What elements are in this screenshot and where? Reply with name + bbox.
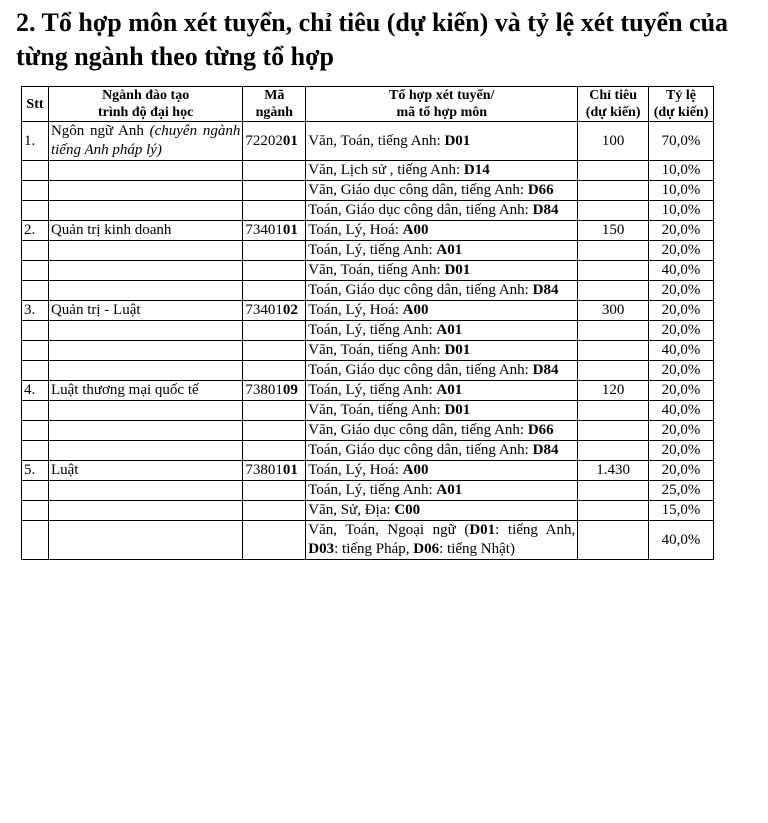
stt-cell bbox=[22, 481, 49, 501]
major-name-cell bbox=[48, 261, 242, 281]
rate-cell: 10,0% bbox=[649, 201, 714, 221]
quota-cell bbox=[578, 281, 649, 301]
rate-cell: 20,0% bbox=[649, 441, 714, 461]
quota-cell bbox=[578, 441, 649, 461]
header-combo-line2: mã tổ hợp môn bbox=[396, 105, 488, 120]
major-code-cell bbox=[243, 181, 306, 201]
table-row bbox=[22, 361, 714, 381]
combo-subjects: Văn, Giáo dục công dân, tiếng Anh: bbox=[308, 422, 528, 438]
table-row bbox=[22, 281, 714, 301]
combo-code: A00 bbox=[402, 462, 429, 478]
major-name-cell bbox=[48, 481, 242, 501]
major-code-cell bbox=[243, 481, 306, 501]
table-row bbox=[22, 481, 714, 501]
stt-cell: 1. bbox=[22, 122, 49, 161]
rate-cell: 20,0% bbox=[649, 321, 714, 341]
major-code-suffix: 01 bbox=[282, 462, 298, 478]
combo-subjects: Toán, Lý, Hoá: bbox=[308, 462, 403, 478]
major-code-cell bbox=[243, 281, 306, 301]
combo-subjects: Văn, Giáo dục công dân, tiếng Anh: bbox=[308, 182, 528, 198]
table-row bbox=[22, 501, 714, 521]
combo-subjects: Toán, Giáo dục công dân, tiếng Anh: bbox=[308, 362, 533, 378]
combo-code: D84 bbox=[532, 362, 559, 378]
combo-subjects: Văn, Toán, tiếng Anh: bbox=[308, 132, 445, 149]
combo-code: D01 bbox=[444, 342, 471, 358]
header-quota bbox=[578, 87, 649, 122]
combo-cell bbox=[306, 521, 578, 560]
major-name-cell bbox=[48, 301, 242, 321]
major-name-cell bbox=[48, 161, 242, 181]
table-row bbox=[22, 201, 714, 221]
major-name-cell bbox=[48, 361, 242, 381]
combo-subjects: Toán, Giáo dục công dân, tiếng Anh: bbox=[308, 442, 533, 458]
combo-cell bbox=[306, 401, 578, 421]
rate-cell: 70,0% bbox=[649, 122, 714, 161]
rate-cell: 20,0% bbox=[649, 381, 714, 401]
combo-code: D01 bbox=[444, 132, 471, 149]
major-name-cell bbox=[48, 181, 242, 201]
major-code-cell bbox=[243, 241, 306, 261]
combo-subjects: Toán, Lý, tiếng Anh: bbox=[308, 242, 437, 258]
table-header bbox=[22, 87, 714, 122]
header-combo-line1: Tổ hợp xét tuyển/ bbox=[389, 88, 495, 103]
quota-cell: 100 bbox=[578, 122, 649, 161]
major-code-cell bbox=[243, 122, 306, 161]
header-code-line1: Mã bbox=[264, 88, 285, 103]
quota-cell bbox=[578, 501, 649, 521]
rate-cell: 10,0% bbox=[649, 161, 714, 181]
major-code-prefix: 73801 bbox=[245, 382, 283, 398]
combo-code: D66 bbox=[527, 422, 554, 438]
combo-subjects: Văn, Toán, Ngoại ngữ ( bbox=[308, 522, 470, 538]
quota-cell bbox=[578, 521, 649, 560]
rate-cell: 20,0% bbox=[649, 461, 714, 481]
combo-subjects: Văn, Toán, tiếng Anh: bbox=[308, 402, 445, 418]
stt-cell: 3. bbox=[22, 301, 49, 321]
combo-code: D84 bbox=[532, 202, 559, 218]
combo-cell bbox=[306, 361, 578, 381]
major-code-cell bbox=[243, 221, 306, 241]
stt-cell bbox=[22, 341, 49, 361]
rate-cell: 40,0% bbox=[649, 261, 714, 281]
stt-cell bbox=[22, 241, 49, 261]
major-name-cell bbox=[48, 421, 242, 441]
combo-code: D14 bbox=[463, 162, 490, 178]
rate-cell: 15,0% bbox=[649, 501, 714, 521]
quota-cell bbox=[578, 321, 649, 341]
table-row bbox=[22, 401, 714, 421]
combo-subjects: : tiếng Pháp, bbox=[334, 541, 414, 557]
rate-cell: 25,0% bbox=[649, 481, 714, 501]
table-row bbox=[22, 421, 714, 441]
major-code-cell bbox=[243, 441, 306, 461]
table-row bbox=[22, 441, 714, 461]
rate-cell: 40,0% bbox=[649, 521, 714, 560]
quota-cell bbox=[578, 481, 649, 501]
combo-code: A01 bbox=[436, 382, 463, 398]
major-code-suffix: 02 bbox=[282, 302, 298, 318]
combo-cell bbox=[306, 441, 578, 461]
major-name-cell bbox=[48, 401, 242, 421]
table-row bbox=[22, 181, 714, 201]
major-name: Ngôn ngữ Anh bbox=[50, 123, 144, 139]
combo-cell bbox=[306, 381, 578, 401]
combo-subjects: Văn, Sử, Địa: bbox=[308, 502, 395, 518]
header-combo bbox=[306, 87, 578, 122]
major-code-prefix: 73401 bbox=[245, 222, 283, 238]
rate-cell: 10,0% bbox=[649, 181, 714, 201]
quota-cell: 1.430 bbox=[578, 461, 649, 481]
table-row bbox=[22, 241, 714, 261]
stt-cell bbox=[22, 441, 49, 461]
stt-cell: 5. bbox=[22, 461, 49, 481]
major-code-suffix: 01 bbox=[282, 222, 298, 238]
stt-cell bbox=[22, 521, 49, 560]
header-major bbox=[48, 87, 242, 122]
section-heading: 2. Tổ hợp môn xét tuyển, chỉ tiêu (dự kiến) và tỷ lệ xét tuyển của từng ngành theo từng tổ hợp bbox=[16, 8, 729, 71]
header-rate bbox=[649, 87, 714, 122]
major-name: Quản trị kinh doanh bbox=[50, 222, 172, 238]
combo-cell bbox=[306, 341, 578, 361]
stt-cell bbox=[22, 201, 49, 221]
stt-cell bbox=[22, 261, 49, 281]
major-code-prefix: 72202 bbox=[245, 132, 283, 149]
major-code-cell bbox=[243, 421, 306, 441]
combo-subjects: Văn, Lịch sử , tiếng Anh: bbox=[308, 162, 464, 178]
rate-cell: 20,0% bbox=[649, 241, 714, 261]
quota-cell: 120 bbox=[578, 381, 649, 401]
table-body bbox=[22, 122, 714, 560]
combo-code: A01 bbox=[436, 482, 463, 498]
major-code-cell bbox=[243, 361, 306, 381]
combo-cell bbox=[306, 241, 578, 261]
major-code-prefix: 73801 bbox=[245, 462, 283, 478]
combo-code: D84 bbox=[532, 442, 559, 458]
major-name-note: (chuyên ngành tiếng Anh pháp lý) bbox=[50, 123, 241, 158]
combo-code: D01 bbox=[469, 522, 496, 538]
major-name-cell bbox=[48, 381, 242, 401]
quota-cell bbox=[578, 421, 649, 441]
quota-cell bbox=[578, 181, 649, 201]
header-rate-line2: (dự kiến) bbox=[653, 105, 709, 120]
major-name: Quản trị - Luật bbox=[50, 302, 141, 318]
major-name-cell bbox=[48, 281, 242, 301]
stt-cell bbox=[22, 501, 49, 521]
quota-cell bbox=[578, 341, 649, 361]
rate-cell: 20,0% bbox=[649, 301, 714, 321]
stt-cell bbox=[22, 281, 49, 301]
quota-cell: 150 bbox=[578, 221, 649, 241]
combo-subjects: Toán, Lý, Hoá: bbox=[308, 302, 403, 318]
table-row bbox=[22, 301, 714, 321]
header-stt: Stt bbox=[22, 87, 49, 122]
major-name: Luật bbox=[50, 462, 79, 478]
rate-cell: 40,0% bbox=[649, 341, 714, 361]
combo-cell bbox=[306, 221, 578, 241]
table-row bbox=[22, 341, 714, 361]
header-code bbox=[243, 87, 306, 122]
major-name-cell bbox=[48, 201, 242, 221]
combo-cell bbox=[306, 481, 578, 501]
major-code-cell bbox=[243, 201, 306, 221]
header-rate-line1: Tỷ lệ bbox=[666, 88, 696, 103]
header-row bbox=[22, 87, 714, 122]
combo-code: A01 bbox=[436, 242, 463, 258]
combo-subjects: Toán, Lý, tiếng Anh: bbox=[308, 322, 437, 338]
combo-cell bbox=[306, 461, 578, 481]
major-name-cell bbox=[48, 321, 242, 341]
header-major-line2: trình độ đại học bbox=[97, 105, 194, 120]
major-code-cell bbox=[243, 521, 306, 560]
combo-code: A00 bbox=[402, 302, 429, 318]
major-name-cell bbox=[48, 501, 242, 521]
major-code-suffix: 01 bbox=[282, 132, 298, 149]
major-code-cell bbox=[243, 301, 306, 321]
combo-cell bbox=[306, 421, 578, 441]
combo-code: D66 bbox=[527, 182, 554, 198]
combo-subjects: Toán, Giáo dục công dân, tiếng Anh: bbox=[308, 282, 533, 298]
combo-subjects: Văn, Toán, tiếng Anh: bbox=[308, 262, 445, 278]
major-code-cell bbox=[243, 381, 306, 401]
major-name: Luật thương mại quốc tế bbox=[50, 382, 199, 398]
header-major-line1: Ngành đào tạo bbox=[102, 88, 190, 103]
rate-cell: 20,0% bbox=[649, 281, 714, 301]
combo-cell bbox=[306, 201, 578, 221]
combo-code: D03 bbox=[308, 541, 335, 557]
rate-cell: 20,0% bbox=[649, 361, 714, 381]
combo-subjects: Toán, Lý, Hoá: bbox=[308, 222, 403, 238]
stt-cell: 4. bbox=[22, 381, 49, 401]
combo-subjects: Văn, Toán, tiếng Anh: bbox=[308, 342, 445, 358]
table-row bbox=[22, 521, 714, 560]
rate-cell: 20,0% bbox=[649, 421, 714, 441]
major-name-cell bbox=[48, 122, 242, 161]
table-row bbox=[22, 321, 714, 341]
major-name-cell bbox=[48, 221, 242, 241]
combo-code: A01 bbox=[436, 322, 463, 338]
combo-subjects: Toán, Lý, tiếng Anh: bbox=[308, 382, 437, 398]
major-code-cell bbox=[243, 501, 306, 521]
major-code-cell bbox=[243, 321, 306, 341]
rate-cell: 40,0% bbox=[649, 401, 714, 421]
combo-subjects: Toán, Lý, tiếng Anh: bbox=[308, 482, 437, 498]
major-code-cell bbox=[243, 341, 306, 361]
table-row bbox=[22, 161, 714, 181]
table-row bbox=[22, 221, 714, 241]
quota-cell bbox=[578, 241, 649, 261]
combo-cell bbox=[306, 281, 578, 301]
combo-subjects: : tiếng Nhật) bbox=[439, 541, 515, 557]
admission-table bbox=[21, 86, 714, 560]
quota-cell bbox=[578, 401, 649, 421]
major-name-cell bbox=[48, 521, 242, 560]
quota-cell bbox=[578, 261, 649, 281]
quota-cell: 300 bbox=[578, 301, 649, 321]
major-code-cell bbox=[243, 161, 306, 181]
quota-cell bbox=[578, 361, 649, 381]
combo-code: D06 bbox=[413, 541, 440, 557]
combo-code: A00 bbox=[402, 222, 429, 238]
major-code-cell bbox=[243, 461, 306, 481]
combo-cell bbox=[306, 261, 578, 281]
combo-cell bbox=[306, 122, 578, 161]
combo-cell bbox=[306, 501, 578, 521]
major-name-cell bbox=[48, 441, 242, 461]
header-code-line2: ngành bbox=[255, 105, 293, 120]
major-code-prefix: 73401 bbox=[245, 302, 283, 318]
header-quota-line1: Chỉ tiêu bbox=[589, 88, 638, 103]
major-name-cell bbox=[48, 241, 242, 261]
stt-cell bbox=[22, 321, 49, 341]
combo-code: C00 bbox=[394, 502, 421, 518]
stt-cell bbox=[22, 361, 49, 381]
stt-cell: 2. bbox=[22, 221, 49, 241]
table-row bbox=[22, 122, 714, 161]
combo-cell bbox=[306, 301, 578, 321]
combo-code: D84 bbox=[532, 282, 559, 298]
quota-cell bbox=[578, 201, 649, 221]
stt-cell bbox=[22, 181, 49, 201]
combo-subjects: Toán, Giáo dục công dân, tiếng Anh: bbox=[308, 202, 533, 218]
combo-code: D01 bbox=[444, 262, 471, 278]
major-name-cell bbox=[48, 461, 242, 481]
combo-cell bbox=[306, 161, 578, 181]
stt-cell bbox=[22, 401, 49, 421]
table-row bbox=[22, 381, 714, 401]
major-code-cell bbox=[243, 261, 306, 281]
major-code-suffix: 09 bbox=[282, 382, 298, 398]
table-row bbox=[22, 461, 714, 481]
stt-cell bbox=[22, 421, 49, 441]
combo-cell bbox=[306, 321, 578, 341]
quota-cell bbox=[578, 161, 649, 181]
header-quota-line2: (dự kiến) bbox=[585, 105, 641, 120]
rate-cell: 20,0% bbox=[649, 221, 714, 241]
table-row bbox=[22, 261, 714, 281]
stt-cell bbox=[22, 161, 49, 181]
combo-cell bbox=[306, 181, 578, 201]
combo-subjects: : tiếng Anh, bbox=[495, 522, 576, 538]
major-name-cell bbox=[48, 341, 242, 361]
combo-code: D01 bbox=[444, 402, 471, 418]
major-code-cell bbox=[243, 401, 306, 421]
